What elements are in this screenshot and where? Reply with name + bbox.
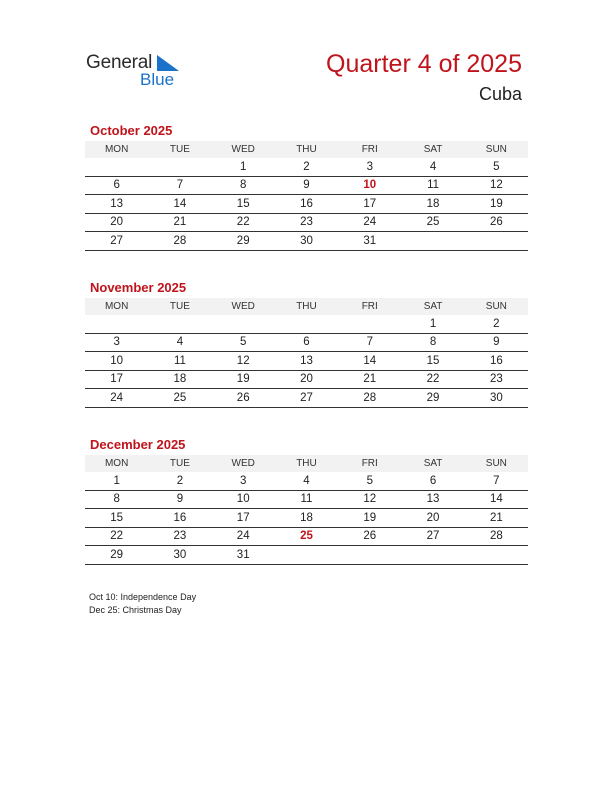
day-cell: 8 [401,333,464,352]
weekday-header: TUE [148,298,211,315]
day-cell: 10 [338,176,401,195]
day-cell: 8 [85,490,148,509]
day-cell: 12 [465,176,528,195]
weekday-header-row [85,298,528,315]
day-cell: 27 [85,232,148,251]
day-cell: 28 [148,232,211,251]
country-label: Cuba [478,84,522,104]
week-row [85,527,528,546]
day-cell: 14 [148,195,211,214]
day-cell: 25 [148,389,211,408]
day-cell: 28 [338,389,401,408]
day-cell: 31 [338,232,401,251]
day-cell: 28 [465,527,528,546]
day-cell: 9 [275,176,338,195]
day-cell: 20 [401,509,464,528]
week-row [85,158,528,176]
weekday-header: SAT [401,298,464,315]
week-row [85,232,528,251]
day-cell: 11 [148,352,211,371]
day-cell: 15 [401,352,464,371]
day-cell: 5 [338,472,401,490]
day-cell: 7 [338,333,401,352]
holiday-notes [89,591,196,616]
day-cell: 6 [401,472,464,490]
weekday-header: WED [212,298,275,315]
day-cell: 23 [465,370,528,389]
day-cell: 11 [275,490,338,509]
day-cell [338,546,401,565]
weekday-header: FRI [338,455,401,472]
day-cell: 25 [401,213,464,232]
day-cell [85,158,148,176]
day-cell: 22 [401,370,464,389]
day-cell [212,315,275,333]
day-cell: 15 [212,195,275,214]
day-cell: 19 [212,370,275,389]
day-cell: 14 [338,352,401,371]
month-october [85,123,528,251]
weekday-header: TUE [148,141,211,158]
weekday-header: SAT [401,455,464,472]
month-title: November 2025 [90,280,187,295]
day-cell: 4 [275,472,338,490]
weekday-header: SUN [465,298,528,315]
day-cell: 29 [212,232,275,251]
week-row [85,333,528,352]
day-cell: 23 [275,213,338,232]
generalblue-logo [86,52,186,92]
holiday-note: Dec 25: Christmas Day [89,604,182,615]
weekday-header: THU [275,141,338,158]
day-cell: 25 [275,527,338,546]
weekday-header: TUE [148,455,211,472]
day-cell: 29 [85,546,148,565]
week-row [85,509,528,528]
month-december [85,437,528,565]
day-cell [401,546,464,565]
day-cell: 2 [465,315,528,333]
day-cell: 13 [275,352,338,371]
day-cell: 11 [401,176,464,195]
day-cell: 3 [212,472,275,490]
month-title: October 2025 [90,123,173,138]
week-row [85,315,528,333]
day-cell: 30 [148,546,211,565]
day-cell: 2 [148,472,211,490]
day-cell: 4 [401,158,464,176]
day-cell: 22 [212,213,275,232]
day-cell: 16 [275,195,338,214]
day-cell: 7 [465,472,528,490]
day-cell: 27 [401,527,464,546]
day-cell: 8 [212,176,275,195]
calendar-table [85,455,528,565]
day-cell: 26 [465,213,528,232]
day-cell: 17 [338,195,401,214]
day-cell [148,315,211,333]
day-cell: 23 [148,527,211,546]
week-row [85,546,528,565]
calendar-table [85,298,528,408]
week-row [85,389,528,408]
day-cell: 16 [465,352,528,371]
calendar-table [85,141,528,251]
weekday-header: MON [85,141,148,158]
day-cell: 24 [212,527,275,546]
day-cell [338,315,401,333]
day-cell: 5 [465,158,528,176]
day-cell: 10 [85,352,148,371]
day-cell: 1 [401,315,464,333]
day-cell [465,232,528,251]
day-cell: 4 [148,333,211,352]
day-cell [465,546,528,565]
month-november [85,280,528,408]
weekday-header-row [85,141,528,158]
day-cell: 26 [212,389,275,408]
logo-flag-icon [157,55,179,71]
weekday-header: WED [212,455,275,472]
weekday-header: FRI [338,298,401,315]
weekday-header: MON [85,298,148,315]
week-row [85,213,528,232]
week-row [85,176,528,195]
holiday-note: Oct 10: Independence Day [89,592,197,602]
day-cell: 3 [85,333,148,352]
day-cell: 27 [275,389,338,408]
logo-text-general: General [86,52,153,73]
day-cell [275,546,338,565]
day-cell: 26 [338,527,401,546]
day-cell: 13 [401,490,464,509]
day-cell: 6 [85,176,148,195]
day-cell: 19 [465,195,528,214]
day-cell [85,315,148,333]
day-cell: 9 [148,490,211,509]
week-row [85,472,528,490]
day-cell: 31 [212,546,275,565]
day-cell: 30 [275,232,338,251]
day-cell: 18 [275,509,338,528]
weekday-header: SUN [465,455,528,472]
weekday-header: THU [275,455,338,472]
week-row [85,490,528,509]
day-cell: 18 [148,370,211,389]
weekday-header: SUN [465,141,528,158]
day-cell: 6 [275,333,338,352]
day-cell: 2 [275,158,338,176]
day-cell: 9 [465,333,528,352]
page-title: Quarter 4 of 2025 [326,50,522,78]
day-cell: 1 [85,472,148,490]
day-cell: 29 [401,389,464,408]
weekday-header: THU [275,298,338,315]
day-cell: 14 [465,490,528,509]
day-cell: 21 [465,509,528,528]
day-cell: 12 [338,490,401,509]
week-row [85,352,528,371]
day-cell: 21 [338,370,401,389]
day-cell: 1 [212,158,275,176]
day-cell [148,158,211,176]
day-cell: 12 [212,352,275,371]
day-cell: 22 [85,527,148,546]
day-cell: 15 [85,509,148,528]
day-cell: 13 [85,195,148,214]
day-cell: 17 [85,370,148,389]
day-cell: 20 [275,370,338,389]
day-cell: 3 [338,158,401,176]
weekday-header: MON [85,455,148,472]
day-cell: 10 [212,490,275,509]
day-cell [275,315,338,333]
day-cell: 20 [85,213,148,232]
weekday-header: SAT [401,141,464,158]
day-cell: 5 [212,333,275,352]
day-cell: 30 [465,389,528,408]
day-cell: 24 [338,213,401,232]
week-row [85,370,528,389]
day-cell: 17 [212,509,275,528]
day-cell: 18 [401,195,464,214]
day-cell: 16 [148,509,211,528]
week-row [85,195,528,214]
day-cell [401,232,464,251]
month-title: December 2025 [90,437,186,452]
day-cell: 21 [148,213,211,232]
weekday-header: FRI [338,141,401,158]
day-cell: 7 [148,176,211,195]
weekday-header: WED [212,141,275,158]
day-cell: 24 [85,389,148,408]
day-cell: 19 [338,509,401,528]
weekday-header-row [85,455,528,472]
logo-text-blue: Blue [140,70,175,89]
